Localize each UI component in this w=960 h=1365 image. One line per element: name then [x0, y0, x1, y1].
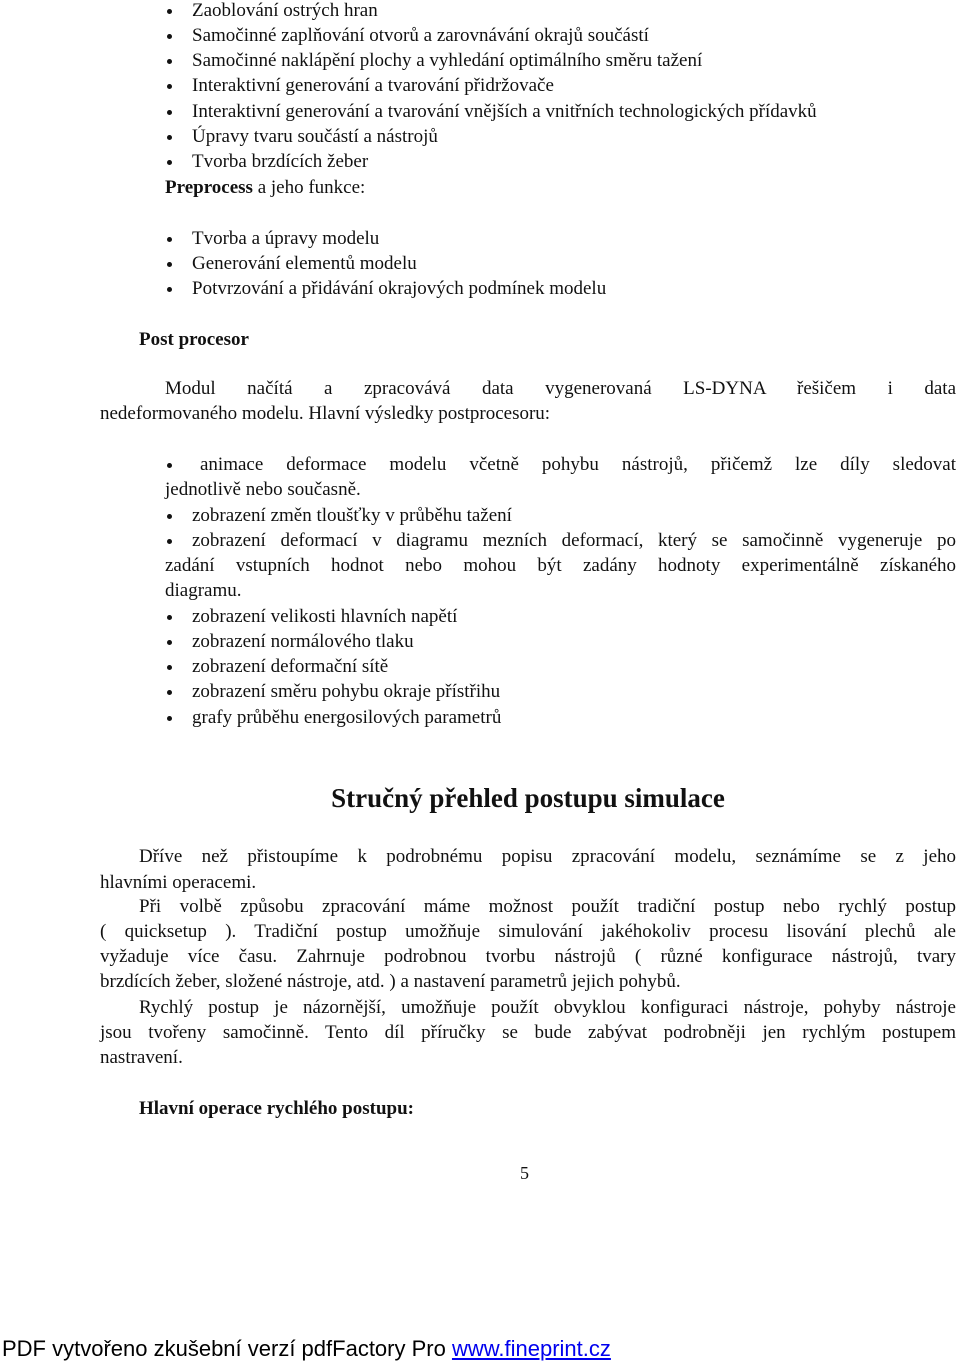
bullet — [167, 110, 172, 115]
pdf-footer — [2, 1336, 611, 1362]
bullet — [167, 514, 172, 519]
section-title: Stručný přehled postupu simulace — [331, 783, 725, 813]
bullet — [167, 9, 172, 14]
paragraph-line: hlavními operacemi. — [100, 872, 257, 893]
list-item-line: zadání vstupních hodnot nebo mohou být zadány hodnoty experimentálně získaného — [165, 555, 956, 576]
bullet — [167, 640, 172, 645]
paragraph-line: Rychlý postup je názornější, umožňuje použít obvyklou konfiguraci nástroje, pohyby nástroje — [139, 997, 956, 1018]
list-item: zobrazení změn tloušťky v průběhu tažení — [192, 505, 512, 526]
list-item-line: zobrazení deformací v diagramu mezních deformací, který se samočinně vygeneruje po — [192, 530, 956, 551]
preprocess-rest: a jeho funkce: — [252, 177, 366, 198]
paragraph-line: jsou tvořeny samočinně. Tento díl příručky se bude zabývat podrobněji jen rychlým postupem — [100, 1022, 956, 1043]
bullet — [167, 84, 172, 89]
bullet — [167, 539, 172, 544]
list-item: Interaktivní generování a tvarování vnějších a vnitřních technologických přídavků — [192, 101, 817, 122]
bullet — [167, 665, 172, 670]
list-item: Tvorba brzdících žeber — [192, 151, 369, 172]
footer-link[interactable]: www.fineprint.cz — [451, 1336, 611, 1361]
bullet — [167, 160, 172, 165]
footer-text: PDF vytvořeno zkušební verzí pdfFactory Pro — [2, 1336, 452, 1361]
list-item: zobrazení směru pohybu okraje přístřihu — [192, 681, 501, 702]
bullet — [167, 237, 172, 242]
list-item: Potvrzování a přidávání okrajových podmínek modelu — [192, 278, 607, 299]
bullet — [167, 690, 172, 695]
bullet — [167, 615, 172, 620]
bullet — [167, 287, 172, 292]
bullet — [167, 262, 172, 267]
list-item: Samočinné zaplňování otvorů a zarovnávání okrajů součástí — [192, 25, 649, 46]
post-paragraph-line: nedeformovaného modelu. Hlavní výsledky postprocesoru: — [100, 403, 551, 424]
list-item: zobrazení deformační sítě — [192, 656, 389, 677]
paragraph-line: ( quicksetup ). Tradiční postup umožňuje simulování jakéhokoliv procesu lisování plechů ale — [100, 921, 956, 942]
list-item: Úpravy tvaru součástí a nástrojů — [192, 126, 438, 147]
list-item-line: jednotlivě nebo současně. — [165, 479, 361, 500]
main-operations-heading: Hlavní operace rychlého postupu: — [139, 1098, 414, 1119]
preprocess-heading — [165, 177, 365, 199]
bullet — [167, 135, 172, 140]
paragraph-line: vyžaduje více času. Zahrnuje podrobnou tvorbu nástrojů ( různé konfigurace nástrojů, tvary — [100, 946, 956, 967]
paragraph-line: Dříve než přistoupíme k podrobnému popisu zpracování modelu, seznámíme se z jeho — [139, 846, 956, 867]
bullet — [167, 716, 172, 721]
list-item-line: diagramu. — [165, 580, 242, 601]
list-item-line: animace deformace modelu včetně pohybu nástrojů, přičemž lze díly sledovat — [200, 454, 956, 475]
list-item: zobrazení normálového tlaku — [192, 631, 414, 652]
list-item: Tvorba a úpravy modelu — [192, 228, 380, 249]
paragraph-line: brzdících žeber, složené nástroje, atd. ) a nastavení parametrů jejich pohybů. — [100, 971, 681, 992]
paragraph-line: Při volbě způsobu zpracování máme možnost použít tradiční postup nebo rychlý postup — [139, 896, 956, 917]
bullet — [167, 34, 172, 39]
list-item: Samočinné naklápění plochy a vyhledání optimálního směru tažení — [192, 50, 703, 71]
list-item: Generování elementů modelu — [192, 253, 417, 274]
post-paragraph-line: Modul načítá a zpracovává data vygenerovaná LS-DYNA řešičem i data — [165, 378, 956, 399]
list-item: Zaoblování ostrých hran — [192, 0, 378, 21]
post-procesor-heading: Post procesor — [139, 329, 249, 350]
bullet — [167, 463, 172, 468]
preprocess-bold: Preprocess — [165, 177, 253, 198]
paragraph-line: nastravení. — [100, 1047, 183, 1068]
bullet — [167, 59, 172, 64]
list-item: Interaktivní generování a tvarování přidržovače — [192, 75, 554, 96]
list-item: zobrazení velikosti hlavních napětí — [192, 606, 458, 627]
page-number: 5 — [520, 1163, 529, 1183]
list-item: grafy průběhu energosilových parametrů — [192, 707, 502, 728]
